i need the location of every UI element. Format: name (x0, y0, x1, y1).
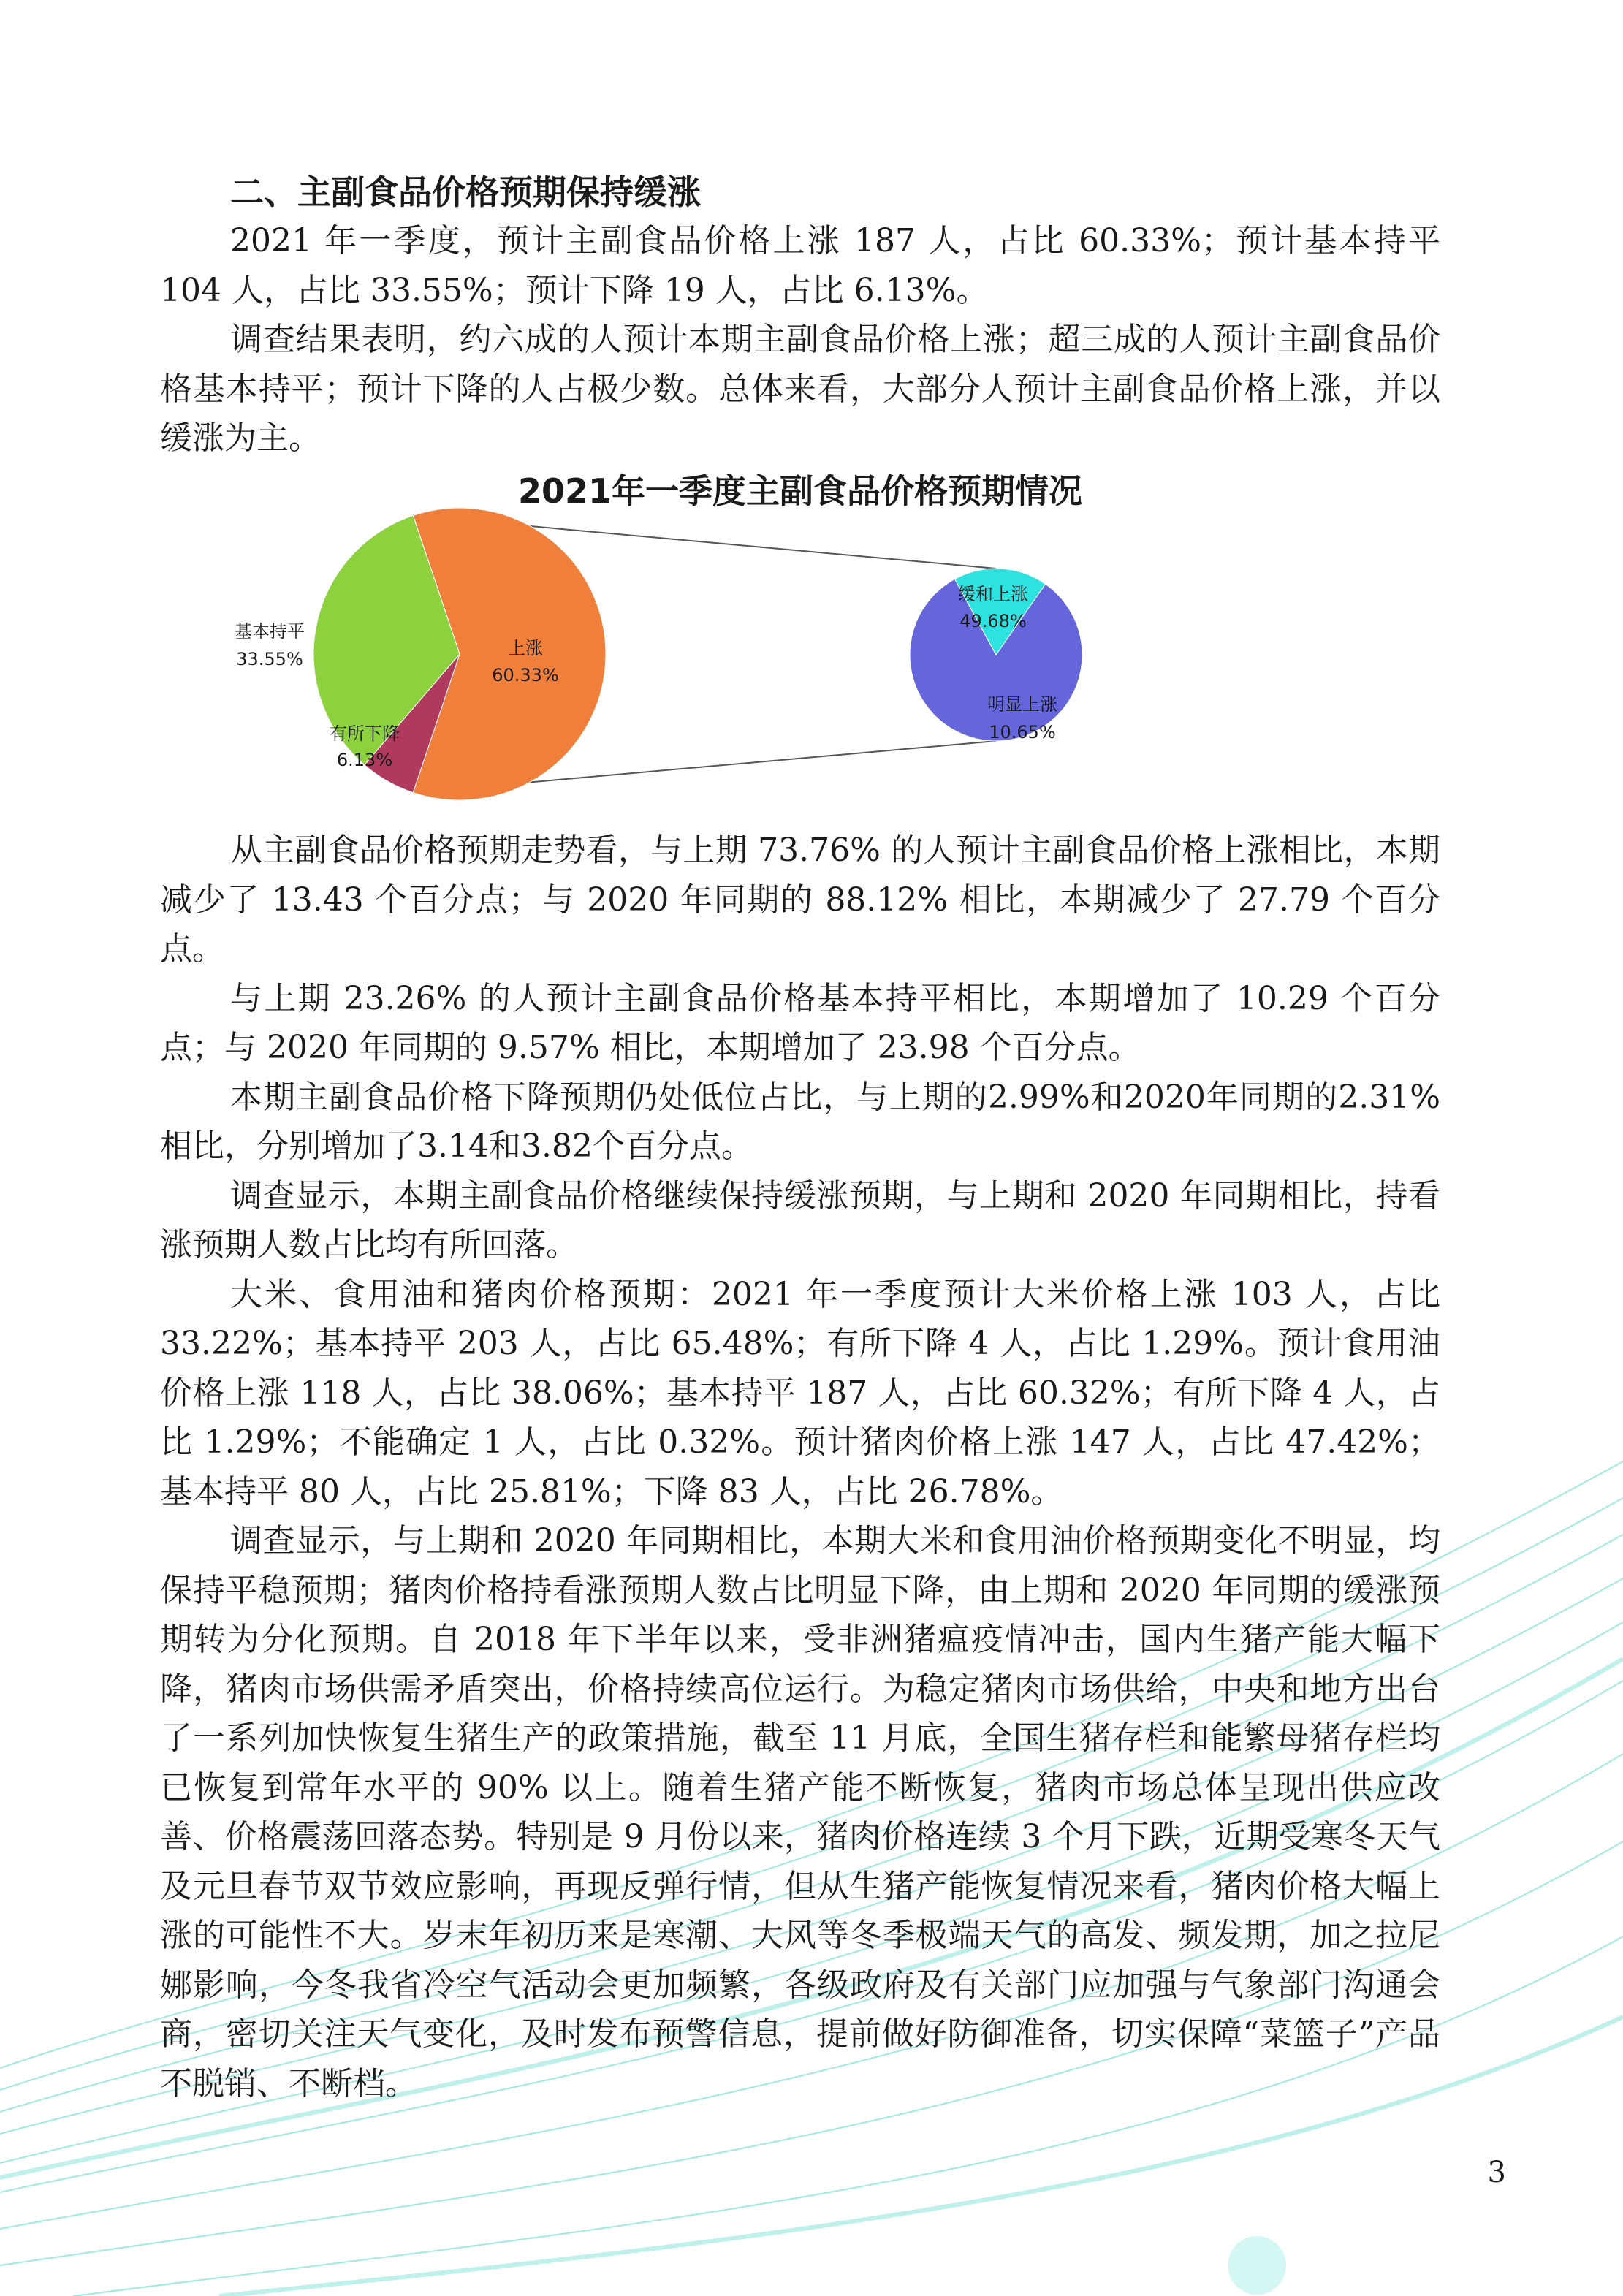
paragraph: 本期主副食品价格下降预期仍处低位占比，与上期的2.99%和2020年同期的2.31%相比，分别增加了3.14和3.82个百分点。 (160, 1078, 1440, 1165)
data-label-down-name: 有所下降 (330, 723, 400, 744)
page-number: 3 (1487, 2156, 1506, 2189)
paragraph: 调查显示，本期主副食品价格继续保持缓涨预期，与上期和 2020 年同期相比，持看涨预期人数占比均有所回落。 (160, 1176, 1440, 1263)
section-heading: 二、主副食品价格预期保持缓涨 (230, 172, 701, 212)
data-label-sharp-name: 明显上涨 (987, 694, 1057, 715)
data-label-up-name: 上涨 (508, 638, 543, 658)
paragraph: 与上期 23.26% 的人预计主副食品价格基本持平相比，本期增加了 10.29 个百分点；与 2020 年同期的 9.57% 相比，本期增加了 23.98 个百分点。 (160, 979, 1440, 1066)
chart-canvas (160, 468, 1440, 811)
data-label-sharp-value: 10.65% (989, 722, 1056, 742)
data-label-down-value: 6.13% (336, 750, 393, 770)
data-label-moderate-value: 49.68% (959, 611, 1027, 631)
data-label-flat-name: 基本持平 (235, 621, 305, 642)
pie-of-pie-chart (160, 468, 1440, 811)
paragraph: 大米、食用油和猪肉价格预期：2021 年一季度预计大米价格上涨 103 人，占比 33.22%；基本持平 203 人，占比 65.48%；有所下降 4 人，占比 1.29%。预计食用油价格上涨 118 人，占比 38.06%；基本持平 187 人，占比 60.32%；有所下降 4 人，占比 1.29%；不能确定 1 人，占比 0.32%。预计猪肉价格上涨 147 人，占比 47.42%；基本持平 80 人，占比 25.81%；下降 83 人，占比 26.78%。 (160, 1275, 1440, 1510)
paragraph: 2021 年一季度，预计主副食品价格上涨 187 人，占比 60.33%；预计基本持平 104 人，占比 33.55%；预计下降 19 人，占比 6.13%。 (160, 222, 1440, 309)
data-label-up-value: 60.33% (492, 665, 559, 685)
paragraph: 调查显示，与上期和 2020 年同期相比，本期大米和食用油价格预期变化不明显，均保持平稳预期；猪肉价格持看涨预期人数占比明显下降，由上期和 2020 年同期的缓涨预期转为分化预期。自 2018 年下半年以来，受非洲猪瘟疫情冲击，国内生猪产能大幅下降，猪肉市场供需矛盾突出，价格持续高位运行。为稳定猪肉市场供给，中央和地方出台了一系列加快恢复生猪生产的政策措施，截至 11 月底，全国生猪存栏和能繁母猪存栏均已恢复到常年水平的 90% 以上。随着生猪产能不断恢复，猪肉市场总体呈现出供应改善、价格震荡回落态势。特别是 9 月份以来，猪肉价格连续 3 个月下跌，近期受寒冬天气及元旦春节双节效应影响，再现反弹行情，但从生猪产能恢复情况来看，猪肉价格大幅上涨的可能性不大。岁末年初历来是寒潮、大风等冬季极端天气的高发、频发期，加之拉尼娜影响，今冬我省冷空气活动会更加频繁，各级政府及有关部门应加强与气象部门沟通会商，密切关注天气变化，及时发布预警信息，提前做好防御准备，切实保障“菜篮子”产品不脱销、不断档。 (160, 1522, 1440, 2102)
data-label-moderate-name: 缓和上涨 (958, 584, 1028, 604)
section-top (160, 168, 1440, 463)
data-label-flat-value: 33.55% (236, 649, 303, 669)
section-bottom (160, 826, 1440, 2108)
paragraph: 调查结果表明，约六成的人预计本期主副食品价格上涨；超三成的人预计主副食品价格基本持平；预计下降的人占极少数。总体来看，大部分人预计主副食品价格上涨，并以缓涨为主。 (160, 321, 1440, 457)
paragraph: 从主副食品价格预期走势看，与上期 73.76% 的人预计主副食品价格上涨相比，本期减少了 13.43 个百分点；与 2020 年同期的 88.12% 相比，本期减少了 27.79 个百分点。 (160, 832, 1440, 968)
chart-title: 2021年一季度主副食品价格预期情况 (517, 471, 1083, 511)
